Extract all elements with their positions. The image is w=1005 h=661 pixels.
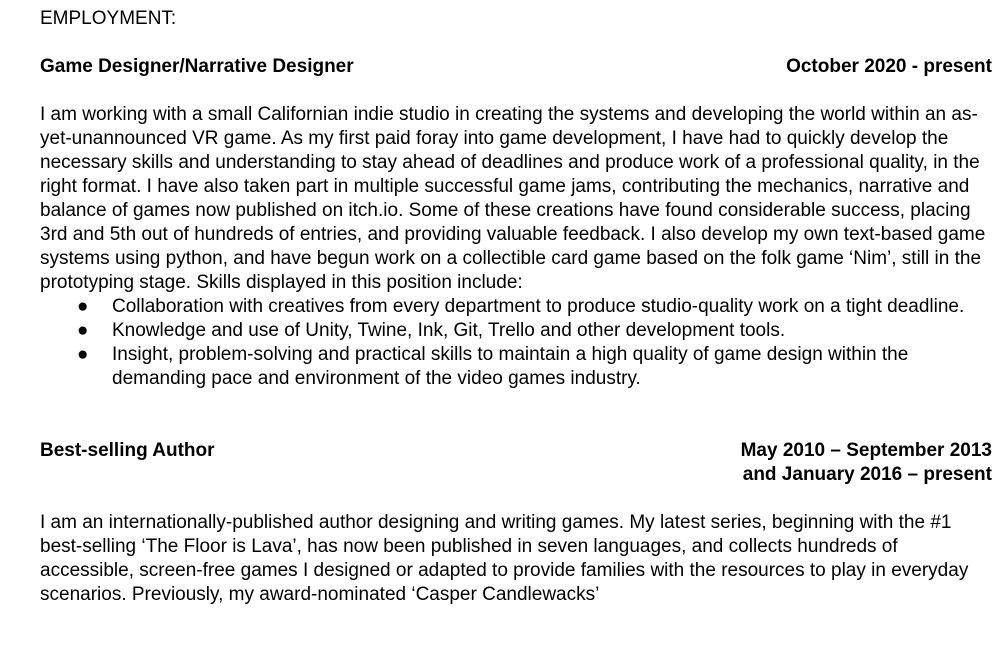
job-title: Best-selling Author [40,440,215,461]
job-dates-line: May 2010 – September 2013 [740,440,992,461]
skill-item [40,319,992,343]
bullet-icon: ● [77,296,89,317]
bullet-icon: ● [77,320,89,341]
job-header [40,439,992,487]
job-dates-line: and January 2016 – present [742,464,992,485]
job-header [40,55,992,79]
job-dates [786,55,992,79]
job-entry-game-designer [40,55,992,391]
skill-text: Insight, problem-solving and practical skills to maintain a high quality of game design within the demanding pace and environment of the video games industry. [112,344,909,389]
skill-item [40,343,992,391]
job-dates-line: October 2020 - present [786,56,992,77]
bullet-icon: ● [77,344,89,365]
skill-text: Knowledge and use of Unity, Twine, Ink, Git, Trello and other development tools. [112,320,786,341]
job-title: Game Designer/Narrative Designer [40,56,354,77]
job-description [40,103,992,295]
skill-text: Collaboration with creatives from every department to produce studio-quality work on a tight deadline. [112,296,965,317]
job-description [40,511,992,607]
job-dates [741,439,992,487]
job-description-text: I am working with a small Californian indie studio in creating the systems and developing the world within an as-yet-unannounced VR game. As my first paid foray into game development, I have had to quickly develop the necessary skills and understanding to stay ahead of deadlines and produce work of a professional quality, in the right format. I have also taken part in multiple successful game jams, contributing the mechanics, narrative and balance of games now published on itch.io. Some of these creations have found considerable success, placing 3rd and 5th out of hundreds of entries, and providing valuable feedback. I also develop my own text-based game systems using python, and have begun work on a collectible card game based on the folk game ‘Nim’, still in the prototyping stage. Skills displayed in this position include: [40,104,986,293]
job-entry-author [40,439,992,607]
skill-item [40,295,992,319]
job-description-text: I am an internationally-published author designing and writing games. My latest series, beginning with the #1 best-selling ‘The Floor is Lava’, has now been published in seven languages, and collects hundreds of accessible, screen-free games I designed or adapted to provide families with the resources to play in everyday scenarios. Previously, my award-nominated ‘Casper Candlewacks’ [40,512,969,605]
section-heading: EMPLOYMENT: [40,8,177,29]
skills-list [40,295,992,391]
resume-page [40,7,992,607]
